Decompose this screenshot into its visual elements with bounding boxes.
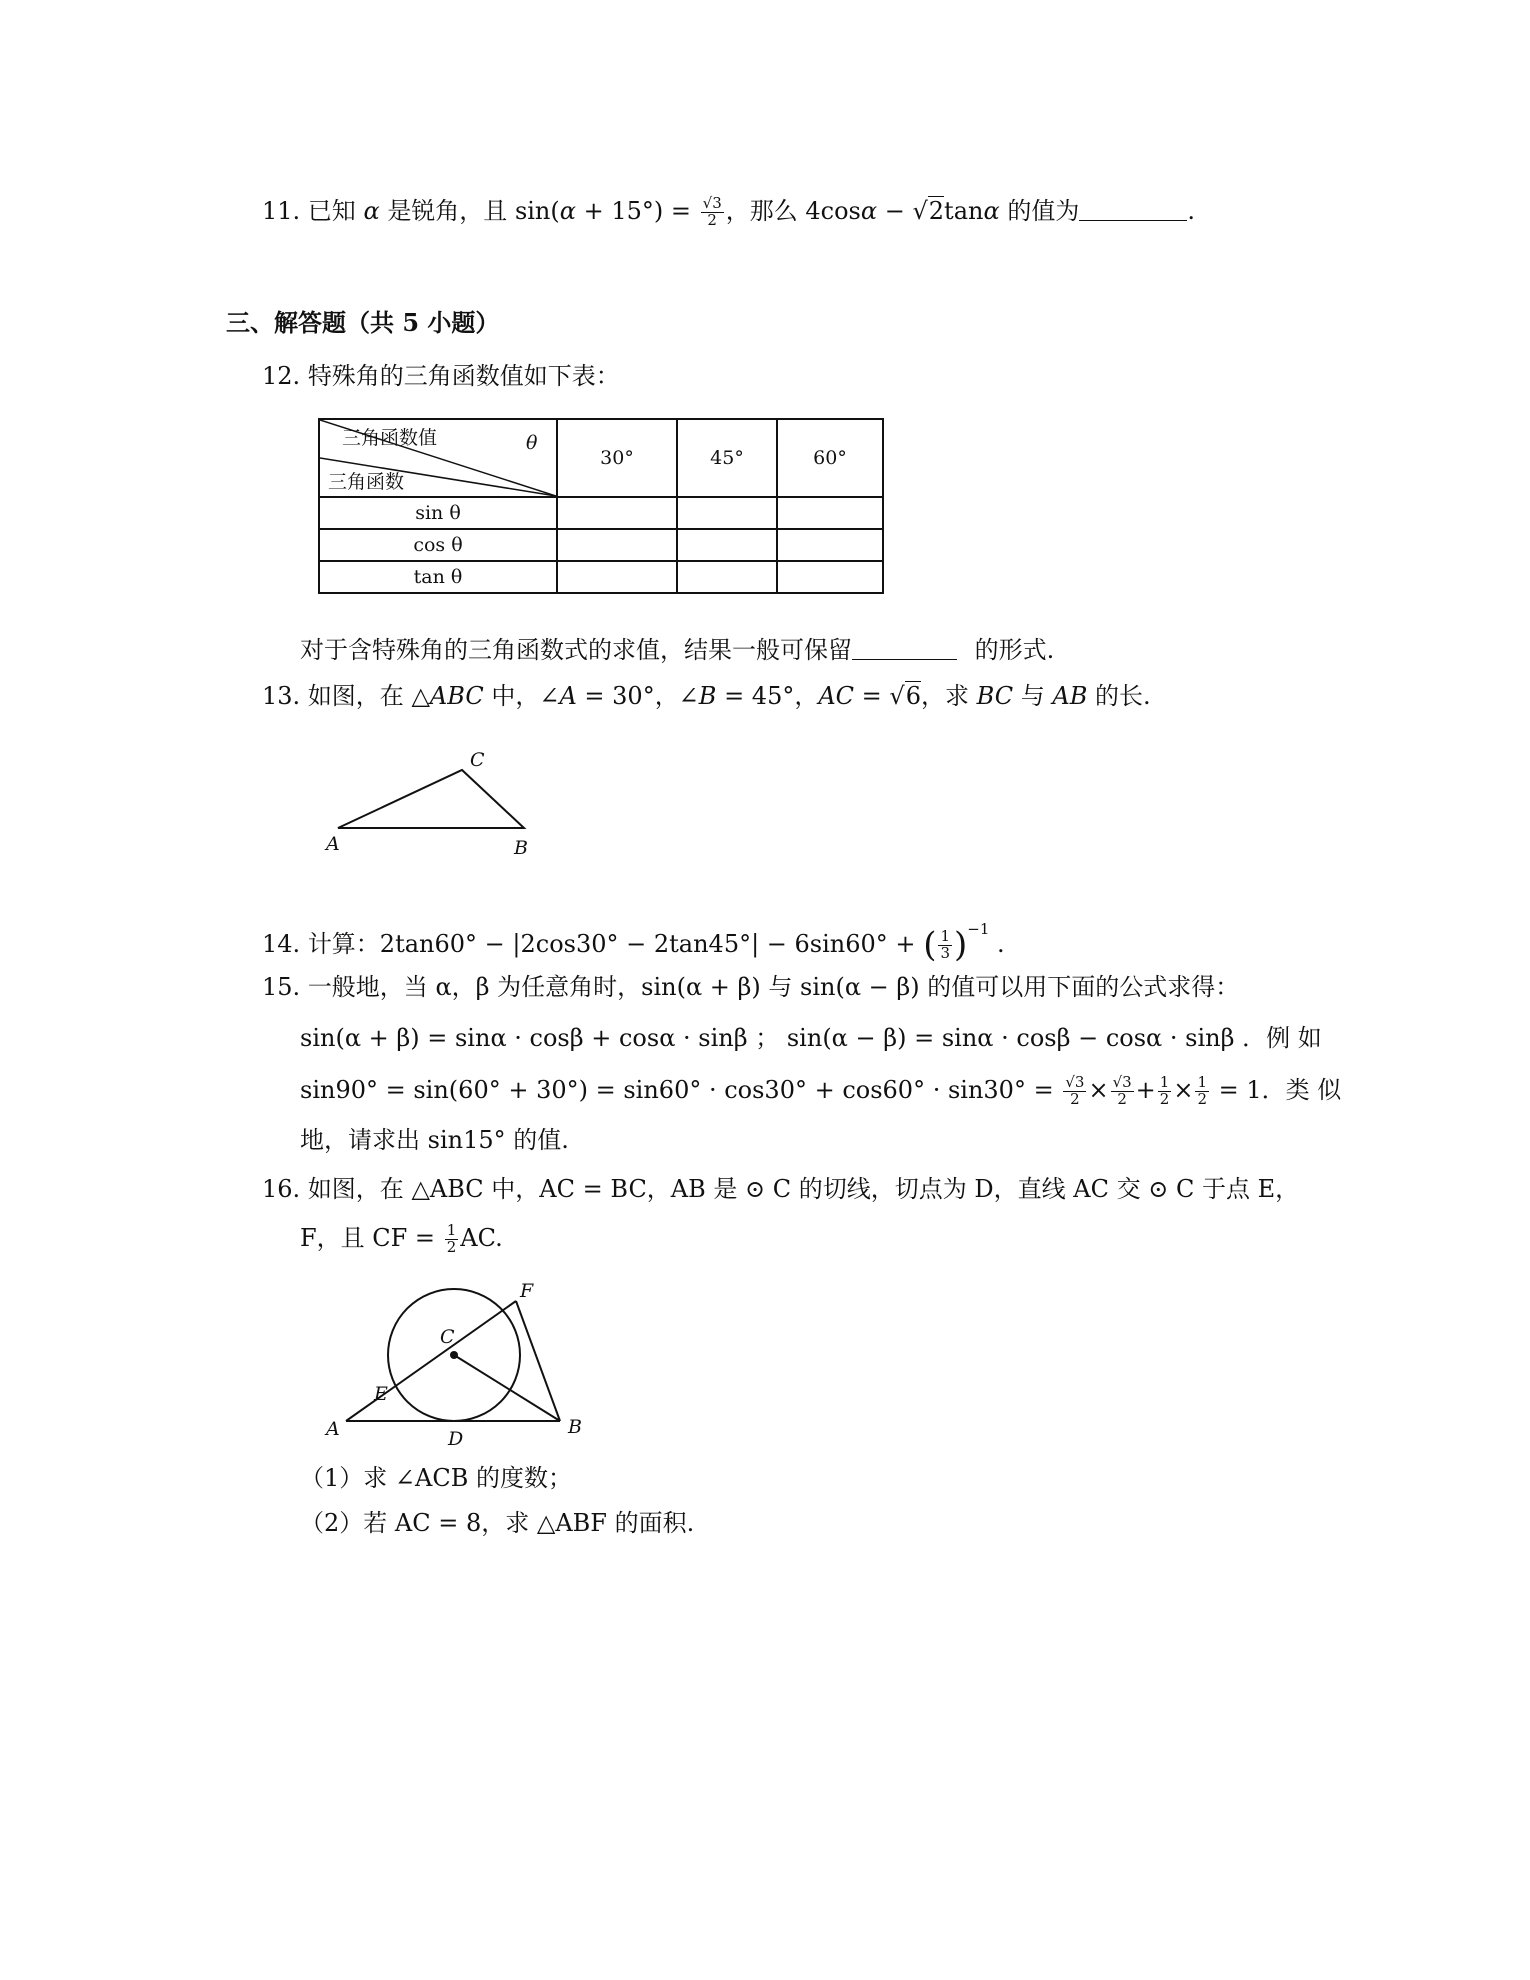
denominator: 2 [707, 210, 717, 229]
text: 是锐角，且 sin( [387, 196, 560, 225]
answer-blank [852, 658, 957, 660]
empty-cell [557, 561, 677, 593]
empty-cell [777, 529, 883, 561]
sqrt-sign: √ [912, 196, 928, 225]
segment-cb [454, 1355, 560, 1421]
numerator: √3 [1112, 1073, 1132, 1091]
empty-cell [677, 497, 777, 529]
q16-sub1: （1）求 ∠ACB 的度数； [300, 1464, 572, 1492]
empty-cell [557, 529, 677, 561]
header-bottom-label: 三角函数 [328, 471, 405, 493]
math-var: α [860, 196, 878, 225]
header-top-label: 三角函数值 [342, 427, 438, 449]
trig-table [318, 418, 884, 594]
empty-cell [777, 497, 883, 529]
q14-text [262, 920, 1005, 965]
circle-figure [320, 1280, 600, 1455]
fraction [1111, 1075, 1134, 1108]
fraction [1158, 1075, 1172, 1108]
text: + 15°) = [575, 196, 691, 225]
q16-sub2: （2）若 AC = 8，求 △ABF 的面积. [300, 1509, 695, 1537]
sqrt-sign: √ [889, 682, 905, 710]
math-var: ABC [429, 682, 484, 710]
q11 [262, 196, 1195, 229]
empty-cell [677, 529, 777, 561]
text: ，求 [921, 682, 969, 710]
label-c: C [470, 749, 485, 771]
denominator: 2 [1197, 1089, 1207, 1108]
text: 的值为 [1007, 196, 1080, 225]
numerator: 1 [940, 927, 950, 946]
header-angle-cell: 60° [777, 419, 883, 497]
text: AC. [460, 1223, 503, 1252]
question-text: 一般地，当 α，β 为任意角时，sin(α + β) 与 sin(α − β) 的值可以用下面的公式求得： [307, 973, 1240, 1001]
numerator: 1 [1159, 1073, 1170, 1091]
line-af [346, 1301, 516, 1421]
fraction [938, 929, 952, 962]
header-theta-label: θ [526, 432, 538, 454]
question-number: 13. [262, 682, 301, 710]
answer-blank [1079, 219, 1187, 221]
math-var: B [698, 682, 717, 710]
sqrt-arg: 2 [928, 196, 945, 225]
times-sign: × [1088, 1075, 1109, 1104]
math-var: AC [818, 682, 855, 710]
numerator: 1 [1197, 1073, 1207, 1091]
math-var: A [559, 682, 577, 710]
paren-right: ) [954, 925, 968, 965]
label-b: B [568, 1416, 582, 1438]
text: = 45°， [716, 682, 819, 710]
numerator: 1 [446, 1221, 457, 1239]
label-c: C [440, 1326, 455, 1348]
paren-left: ( [923, 925, 937, 965]
table-corner-cell [319, 419, 557, 497]
numerator: √3 [702, 194, 722, 212]
note-text: 的形式. [974, 636, 1055, 664]
text: 如图，在 △ [307, 682, 430, 710]
question-text: 如图，在 △ABC 中，AC = BC，AB 是 ⊙ C 的切线，切点为 D，直线 AC 交 ⊙ C 于点 E， [307, 1175, 1300, 1203]
q15-line1 [262, 975, 1239, 999]
segment-fb [516, 1301, 560, 1421]
row-label: tan θ [413, 566, 463, 588]
note-text: 对于含特殊角的三角函数式的求值，结果一般可保留 [300, 636, 852, 664]
text: F，且 CF = [300, 1223, 436, 1252]
sqrt-arg: 6 [905, 682, 921, 710]
denominator: 3 [940, 944, 950, 962]
row-label-cell [319, 561, 557, 593]
plus-sign: + [1135, 1075, 1156, 1104]
q16-line1 [262, 1177, 1299, 1201]
text: 已知 [307, 196, 356, 225]
row-label-cell [319, 497, 557, 529]
math-var: α [983, 196, 1000, 225]
row-label: cos θ [413, 534, 463, 556]
empty-cell [777, 561, 883, 593]
row-label: sin θ [415, 502, 461, 524]
denominator: 2 [1117, 1089, 1127, 1108]
fraction [701, 196, 724, 229]
q13-text [262, 684, 1151, 708]
question-number: 14. [262, 930, 301, 958]
math-var: AB [1052, 682, 1088, 710]
question-text: 特殊角的三角函数值如下表： [307, 362, 620, 390]
q16-line2 [300, 1223, 503, 1256]
denominator: 2 [1159, 1089, 1170, 1108]
fraction [1195, 1075, 1209, 1108]
q15-line3 [300, 1075, 1341, 1108]
text: 中，∠ [491, 682, 560, 710]
text: 的长. [1094, 682, 1151, 710]
label-a: A [326, 833, 340, 855]
q15-line2: sin(α + β) = sinα · cosβ + cosα · sinβ ； sin(α − β) = sinα · cosβ − cosα · sinβ ．例 如 [300, 1024, 1322, 1052]
empty-cell [677, 561, 777, 593]
math-var: α [363, 196, 380, 225]
section-heading: 三、解答题（共 5 小题） [226, 308, 500, 337]
question-number: 16. [262, 1175, 301, 1203]
text: tan [944, 196, 984, 225]
q15-line4: 地，请求出 sin15° 的值. [300, 1126, 569, 1154]
question-number: 11. [262, 196, 301, 225]
text: = 1．类 似 [1218, 1075, 1342, 1104]
denominator: 2 [446, 1237, 457, 1256]
fraction [445, 1223, 459, 1256]
label-b: B [514, 837, 528, 859]
header-angle-cell: 45° [677, 419, 777, 497]
exponent: −1 [967, 920, 990, 938]
question-number: 15. [262, 973, 301, 1001]
label-f: F [520, 1280, 534, 1302]
text: ，那么 4cos [725, 196, 861, 225]
text: sin90° = sin(60° + 30°) = sin60° · cos30° + cos60° · sin30° = [300, 1075, 1054, 1104]
question-text: 计算：2tan60° − |2cos30° − 2tan45°| − 6sin60° + [307, 930, 916, 958]
numerator: √3 [1065, 1073, 1085, 1091]
label-e: E [374, 1383, 388, 1405]
header-angle-cell: 30° [557, 419, 677, 497]
text: = 30°，∠ [576, 682, 699, 710]
triangle-figure [320, 746, 560, 866]
math-var: α [559, 196, 576, 225]
row-label-cell [319, 529, 557, 561]
center-point [450, 1351, 458, 1359]
question-number: 12. [262, 362, 301, 390]
text: = [854, 682, 890, 710]
text: . [1187, 196, 1195, 225]
label-d: D [448, 1428, 464, 1450]
q12-note [300, 638, 1054, 662]
empty-cell [557, 497, 677, 529]
q12-text [262, 364, 620, 388]
text: . [997, 930, 1005, 958]
times-sign: × [1173, 1075, 1194, 1104]
text: 与 [1020, 682, 1045, 710]
fraction [1063, 1075, 1086, 1108]
text: − [877, 196, 905, 225]
label-a: A [326, 1418, 340, 1440]
triangle-abc [338, 770, 524, 828]
denominator: 2 [1070, 1089, 1080, 1108]
math-var: BC [976, 682, 1014, 710]
